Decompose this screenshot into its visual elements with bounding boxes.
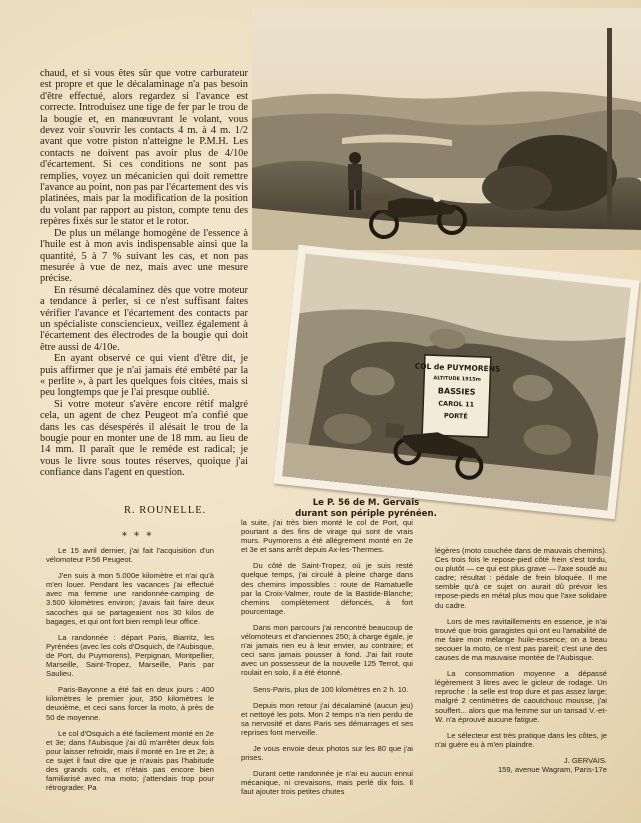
article-paragraph: Si votre moteur s'avère encore rétif malgré cela, un agent de chez Peugeot m'a confié que dans les cas désespérés il alésait le trou de la bougie pour en monter une de 18 mm. au lieu de 14 mm. Il paraît que le remède est radical; je vous le livre sous toutes réserves, quoique j'ai confiance dans l'agent en question. — [40, 398, 248, 479]
article-signature: R. ROUNELLE. — [124, 505, 207, 516]
sign-line-4: CAROL 11 — [438, 399, 475, 409]
photo-col-de-puymorens — [273, 245, 639, 520]
letter-column-1 — [46, 546, 214, 799]
sign-line-3: BASSIES — [437, 386, 476, 397]
letter-paragraph: J'en suis à mon 5.000e kilomètre et n'ai qu'à m'en louer. Pendant les vacances j'ai effectué avec ma femme une randonnée-camping de 3.500 kilomètres environ; j'avais fait faire deux sacoches qui se partageaient nos 30 kilos de bagages, et qui ont fort bien rempli leur office. — [46, 571, 214, 626]
letter-paragraph: Le sélecteur est très pratique dans les côtes, je n'ai guère eu à m'en plaindre. — [435, 730, 607, 749]
letter-paragraph: Dans mon parcours j'ai rencontré beaucoup de vélomoteurs et d'anciennes 250; à charge égale, je n'ai jamais rien eu à leur envier, au contraire; et ceci sans jamais pousser à fond. J'ai fait route avec un possesseur de la nouvelle 125 Terrot, qui roulait en solo, il a été étonné. — [241, 622, 413, 678]
letter-column-3 — [435, 546, 607, 774]
letter-paragraph: Du côté de Saint-Tropez, où je suis resté quelque temps, j'ai circulé à pleine charge dans des chemins impossibles : route de Ramatuelle par la Croix-Valmer, route de la Bastide-Blanche; chemins complètement défoncés, à fort pourcentage. — [241, 561, 413, 616]
sign-line-1: COL de PUYMORENS — [414, 361, 501, 374]
section-separator: * * * — [122, 531, 154, 542]
letter-paragraph: La consommation moyenne a dépassé légèrement 3 litres avec le gicleur de rodage. Un reproche : la selle est trop dure et pas assez large; malgré 2 centimètres de caoutchouc mousse, j'ai souffert... alors que ma femme sur un tansad V.-et-W. n'a éprouvé aucune fatigue. — [435, 669, 607, 724]
letter-column-2 — [241, 518, 413, 803]
article-paragraph: De plus un mélange homogène de l'essence à l'huile est à mon avis indispensable ainsi que la quantité, 5 à 7 % suivant les cas, et non pas mesurée à vue de nez, mais avec une mesure précise. — [40, 227, 248, 285]
letter-paragraph: la suite, j'ai très bien monté le col de Port, qui pourtant a des fins de virage qui sont de vrais murs. Puymorens a été allégrement monté en 2e et 3e et sans arrêt depuis Ax-les-Thermes. — [241, 518, 413, 555]
article-column-top — [40, 68, 248, 479]
letter-paragraph: La randonnée : départ Paris, Biarritz, les Pyrénées (avec les cols d'Osquich, de l'Aubisque, de Port, du Puymorens), Perpignan, Montpellier, Marseille, Saint-Tropez, Marseille, Paris par Saulieu. — [46, 632, 214, 679]
letter-paragraph: Durant cette randonnée je n'ai eu aucun ennui mécanique, ni crevaisons, mais perlé dix fois. Il faut ajouter trois petites chutes — [241, 769, 413, 797]
letter-paragraph: Je vous envoie deux photos sur les 80 que j'ai prises. — [241, 743, 413, 763]
article-paragraph: En ayant observé ce qui vient d'être dit, je puis affirmer que je n'ai jamais été embêté par la « perlite », à part les quelques fois citées, mais si peu longtemps que je l'ai presque oublié. — [40, 353, 248, 399]
letter-paragraph: Le 15 avril dernier, j'ai fait l'acquisition d'un vélomoteur P.56 Peugeot. — [46, 546, 214, 565]
letter-paragraph: légères (moto couchée dans de mauvais chemins). Ces trois fois le repose-pied côté frein s'est tordu, ou plutôt — ce qui est plus grave — l'axe soudé au cadre; résultat : pédale de frein bloquée. Il me semble qu'à ce sujet on aurait dû prévoir les repose-pieds en métal plus mou que l'axe solidaire du cadre. — [435, 546, 607, 610]
photo-caption — [266, 498, 466, 520]
author-name: J. GERVAIS. — [563, 755, 607, 765]
article-paragraph: chaud, et si vous êtes sûr que votre carburateur est propre et que le décalaminage n'a pas besoin d'être effectué, alors regardez si l'avance est correcte. Introduisez une tige de fer par le trou de la bougie et, en manœuvrant le volant, vous devez voir s'ouvrir les contacts 4 m. à 4 m. 1/2 avant que votre piston n'atteigne le P.M.H. Les contacts ne doivent pas avoir plus de 4/10e d'écartement. Si ces conditions ne sont pas remplies, voyez un mécanicien qui doit remettre l'avance au point, non pas par l'écartement des vis platinées, mais par la modification de la position du volant par rapport au piston, compte tenu des repères fixés sur le stator et le rotor. — [40, 68, 248, 228]
photo-landscape-motorcycle — [252, 8, 641, 250]
sign-line-5: PORTÉ — [443, 411, 468, 421]
sign-line-2: ALTITUDE 1915m — [433, 375, 481, 383]
letter-paragraph: Le col d'Osquich a été facilement monté en 2e et 3e; dans l'Aubisque j'ai dû m'arrêter deux fois pour laisser refroidir, mais il monté en 1re et 2e; à ce sujet il faut dire que je n'avais pas l'habitude des grands cols, et n'étais pas encore bien familiarisé avec ma moto; j'attendais trop pour rétrograder. Pa — [46, 728, 214, 793]
author-address: 159, avenue Wagram, Paris-17e — [497, 764, 607, 774]
letter-paragraph: Paris-Bayonne a été fait en deux jours : 400 kilomètres le premier jour, 350 kilomètres le deuxième, et ceci sans forcer la moto, à près de 50 de moyenne. — [46, 685, 214, 722]
caption-line-1: Le P. 56 de M. Gervais — [312, 498, 420, 508]
letter-paragraph: Depuis mon retour j'ai décalaminé (aucun jeu) et nettoyé les pots. Mon 2 temps n'a rien perdu de sa nervosité et dans Paris ses démarrages et ses reprises font merveille. — [241, 700, 413, 737]
letter-signature — [435, 756, 607, 774]
caption-line-2: durant son périple pyrénéen. — [295, 509, 437, 519]
article-paragraph: En résumé décalaminez dès que votre moteur a tendance à perler, si ce n'est suffisant faites vérifier l'avance et l'écartement des contacts par un spécialiste consciencieux, veillez également à l'écartement des électrodes de la bougie qui doit être aussi de 4/10e. — [40, 284, 248, 353]
letter-paragraph: Sens-Paris, plus de 100 kilomètres en 2 h. 10. — [253, 684, 409, 694]
letter-paragraph: Lors de mes ravitaillements en essence, je n'ai trouvé que trois garagistes qui ont eu l'amabilité de me faire mon mélange huile-essence; on a beau secouer la moto, ce n'est pas pareil; c'est une des causes de ma mauvaise montée de l'Aubisque. — [435, 616, 607, 663]
